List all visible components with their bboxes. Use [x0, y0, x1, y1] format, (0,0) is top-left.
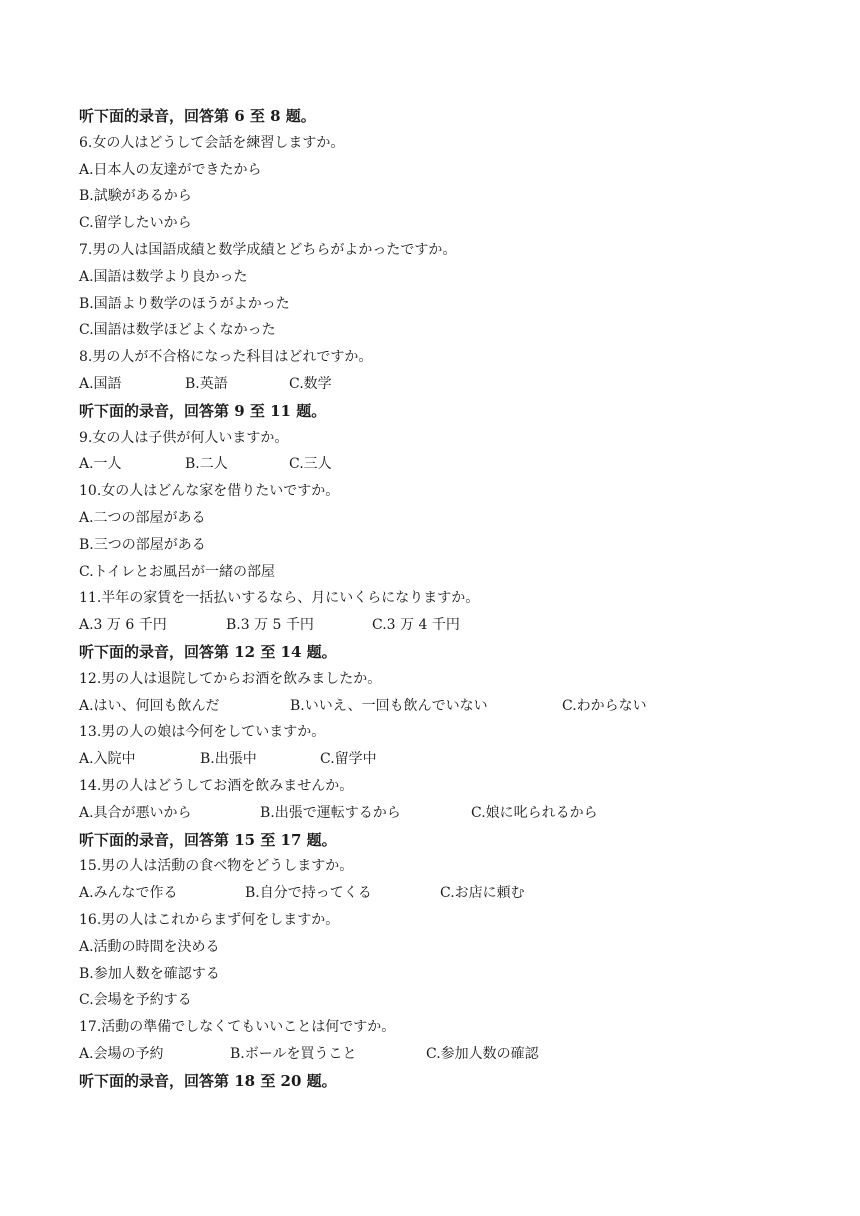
exam-page [79, 103, 799, 1094]
section-heading: 听下面的录音，回答第 18 至 20 题。 [79, 1071, 337, 1090]
question-text: 15.男の人は活動の食べ物をどうしますか。 [79, 858, 354, 875]
answer-option: C.三人 [289, 456, 332, 473]
answer-option: C.3 万 4 千円 [372, 617, 460, 634]
answer-option: A.みんなで作る [79, 885, 178, 902]
question-text: 8.男の人が不合格になった科目はどれですか。 [79, 349, 373, 366]
options-row [79, 612, 799, 639]
options-row [79, 880, 799, 907]
answer-option: A.3 万 6 千円 [79, 617, 167, 634]
section-heading: 听下面的录音，回答第 12 至 14 题。 [79, 642, 337, 661]
question-text: 9.女の人は子供が何人いますか。 [79, 429, 289, 446]
answer-option: A.日本人の友達ができたから [79, 161, 262, 178]
answer-option: A.会場の予約 [79, 1045, 164, 1062]
answer-option: B.いいえ、一回も飲んでいない [290, 697, 488, 714]
question-text: 13.男の人の娘は今何をしていますか。 [79, 724, 326, 741]
answer-option: B.自分で持ってくる [245, 885, 372, 902]
answer-option: C.数学 [289, 375, 332, 392]
question-text: 14.男の人はどうしてお酒を飲みませんか。 [79, 777, 354, 794]
answer-option: C.娘に叱られるから [471, 804, 598, 821]
answer-option: A.国語 [79, 375, 122, 392]
answer-option: C.会場を予約する [79, 992, 192, 1009]
answer-option: A.活動の時間を決める [79, 938, 220, 955]
question-text: 10.女の人はどんな家を借りたいですか。 [79, 483, 340, 500]
answer-option: A.一人 [79, 456, 122, 473]
answer-option: B.出張で運転するから [260, 804, 401, 821]
question-text: 12.男の人は退院してからお酒を飲みましたか。 [79, 670, 382, 687]
question-text: 17.活動の準備でしなくてもいいことは何ですか。 [79, 1019, 396, 1036]
answer-option: B.英語 [185, 375, 228, 392]
answer-option: C.留学中 [320, 751, 377, 768]
question-text: 16.男の人はこれからまず何をしますか。 [79, 911, 340, 928]
answer-option: B.3 万 5 千円 [226, 617, 314, 634]
answer-option: C.わからない [562, 697, 647, 714]
answer-option: B.ボールを買うこと [230, 1045, 357, 1062]
answer-option: B.参加人数を確認する [79, 965, 220, 982]
answer-option: A.はい、何回も飲んだ [79, 697, 220, 714]
options-row [79, 800, 799, 827]
question-text: 11.半年の家賃を一括払いするなら、月にいくらになりますか。 [79, 590, 480, 607]
question-text: 6.女の人はどうして会話を練習しますか。 [79, 134, 345, 151]
answer-option: C.参加人数の確認 [426, 1045, 539, 1062]
options-row [79, 451, 799, 478]
answer-option: C.お店に頼む [440, 885, 525, 902]
answer-option: C.トイレとお風呂が一緒の部屋 [79, 563, 275, 580]
section-heading: 听下面的录音，回答第 15 至 17 题。 [79, 830, 337, 849]
answer-option: A.二つの部屋がある [79, 509, 206, 526]
options-row [79, 371, 799, 398]
answer-option: B.国語より数学のほうがよかった [79, 295, 290, 312]
answer-option: B.三つの部屋がある [79, 536, 206, 553]
question-text: 7.男の人は国語成績と数学成績とどちらがよかったですか。 [79, 241, 457, 258]
answer-option: A.具合が悪いから [79, 804, 192, 821]
answer-option: A.入院中 [79, 751, 136, 768]
section-heading: 听下面的录音，回答第 6 至 8 题。 [79, 107, 316, 125]
answer-option: B.試験があるから [79, 188, 192, 205]
options-row [79, 1041, 799, 1068]
options-row [79, 746, 799, 773]
section-heading: 听下面的录音，回答第 9 至 11 题。 [79, 401, 327, 420]
answer-option: A.国語は数学より良かった [79, 268, 248, 285]
answer-option: C.留学したいから [79, 215, 192, 232]
answer-option: C.国語は数学ほどよくなかった [79, 322, 276, 339]
answer-option: B.二人 [185, 456, 228, 473]
options-row [79, 693, 799, 720]
answer-option: B.出張中 [200, 751, 257, 768]
